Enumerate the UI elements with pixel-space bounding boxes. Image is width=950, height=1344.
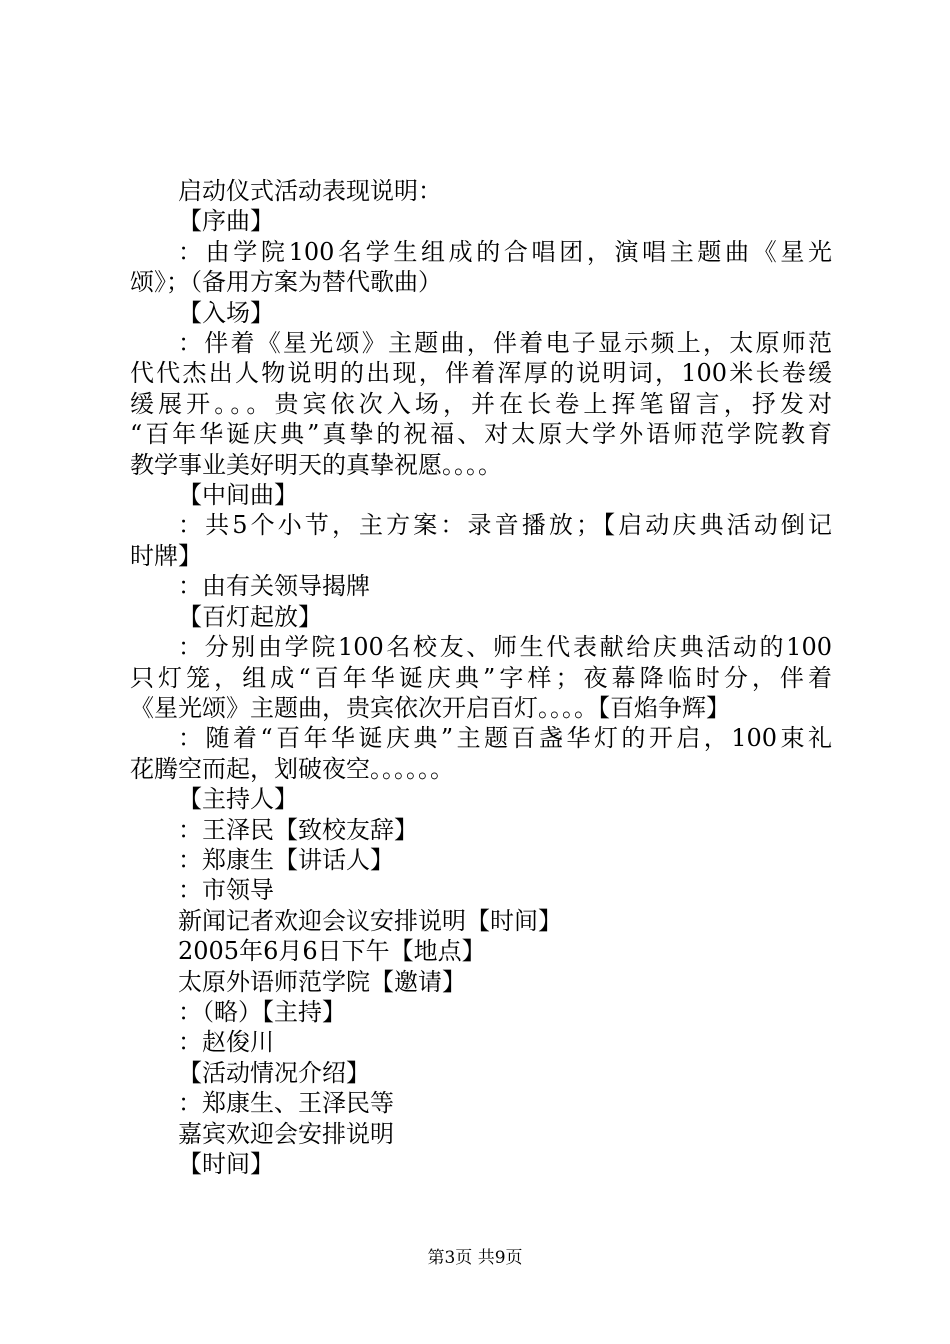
text-line: ：由学院100名学生组成的合唱团，演唱主题曲《星光 xyxy=(178,237,832,266)
text-line: ：伴着《星光颂》主题曲，伴着电子显示频上，太原师范 xyxy=(178,329,832,358)
text-line: 启动仪式活动表现说明： xyxy=(178,177,442,205)
text-line: 【时间】 xyxy=(178,1150,274,1178)
text-line: 【主持人】 xyxy=(178,785,298,814)
text-line: 花腾空而起，划破夜空。。。。。。 xyxy=(130,754,454,783)
text-line: 新闻记者欢迎会议安排说明【时间】 xyxy=(178,906,562,935)
text-line: ：市领导 xyxy=(178,876,274,905)
document-body xyxy=(130,176,832,1179)
text-line: 太原外语师范学院【邀请】 xyxy=(178,967,466,996)
text-line: ：由有关领导揭牌 xyxy=(178,572,370,601)
text-line: 【入场】 xyxy=(178,298,274,327)
text-line: ：王泽民【致校友辞】 xyxy=(178,815,418,844)
text-line: ：（略）【主持】 xyxy=(178,997,346,1026)
text-line: 代代杰出人物说明的出现，伴着浑厚的说明词，100米长卷缓 xyxy=(130,359,832,388)
text-line: 【活动情况介绍】 xyxy=(178,1058,370,1087)
text-line: 2005年6月6日下午【地点】 xyxy=(178,937,486,966)
text-line: ：共5个小节，主方案：录音播放；【启动庆典活动倒记 xyxy=(178,511,832,540)
text-line: 【中间曲】 xyxy=(178,481,298,510)
text-line: 【百灯起放】 xyxy=(178,602,322,631)
page-footer: 第3页 共9页 xyxy=(427,1248,523,1268)
text-line: “百年华诞庆典”真挚的祝福、对太原大学外语师范学院教育 xyxy=(130,420,832,449)
text-line: 缓展开。。。贵宾依次入场，并在长卷上挥笔留言，抒发对 xyxy=(130,389,832,418)
text-line: 【序曲】 xyxy=(178,207,274,236)
text-line: 颂》；（备用方案为替代歌曲） xyxy=(130,268,442,297)
text-line: ：郑康生【讲话人】 xyxy=(178,845,394,874)
text-line: 只灯笼，组成“百年华诞庆典”字样；夜幕降临时分，伴着 xyxy=(130,663,832,692)
text-line: 《星光颂》主题曲，贵宾依次开启百灯。。。。【百焰争辉】 xyxy=(130,693,730,722)
text-line: 教学事业美好明天的真挚祝愿。。。。 xyxy=(130,450,502,479)
text-line: ：分别由学院100名校友、师生代表献给庆典活动的100 xyxy=(178,633,832,662)
text-line: 嘉宾欢迎会安排说明 xyxy=(178,1119,394,1148)
text-line: 时牌】 xyxy=(130,541,202,570)
text-line: ：郑康生、王泽民等 xyxy=(178,1089,394,1118)
text-line: ：随着“百年华诞庆典”主题百盏华灯的开启，100束礼 xyxy=(178,724,832,753)
text-line: ：赵俊川 xyxy=(178,1028,274,1057)
